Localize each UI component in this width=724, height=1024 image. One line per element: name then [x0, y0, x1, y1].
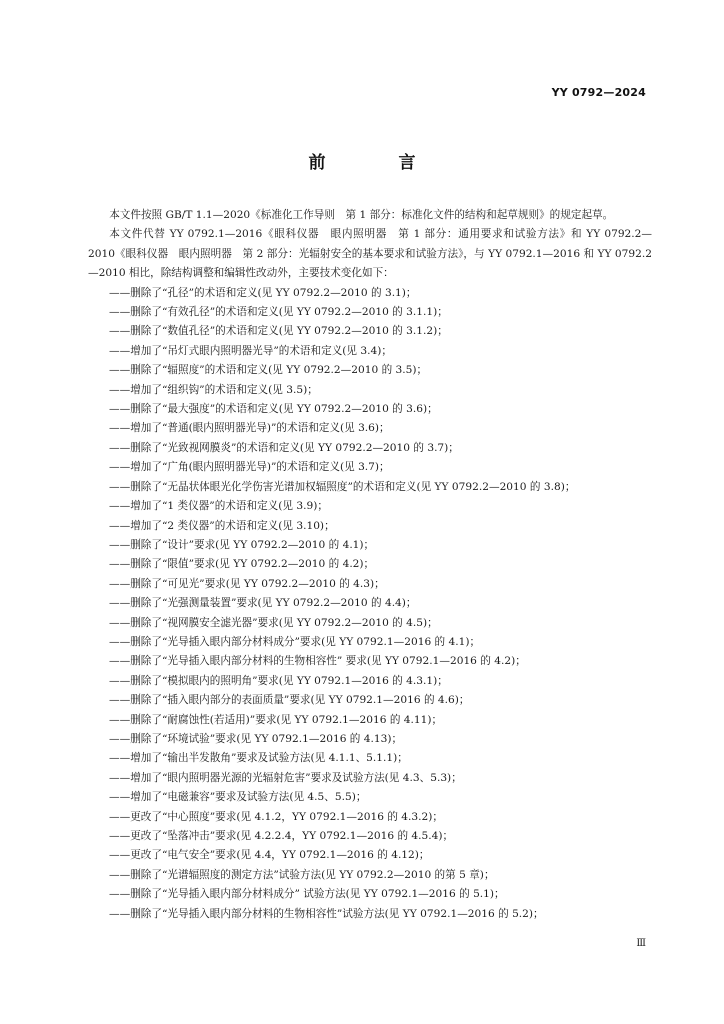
list-item: ——删除了“数值孔径”的术语和定义(见 YY 0792.2—2010 的 3.1.2)； — [109, 325, 448, 338]
page-title: 前 言 — [308, 153, 444, 173]
document-body — [88, 206, 652, 924]
list-item: ——删除了“光导插入眼内部分材料成分” 试验方法(见 YY 0792.1—2016 的 5.1)； — [109, 888, 505, 901]
list-item: ——更改了“电气安全”要求(见 4.4，YY 0792.1—2016 的 4.12)； — [109, 849, 430, 862]
list-item: ——增加了“眼内照明器光源的光辐射危害”要求及试验方法(见 4.3、5.3)； — [109, 771, 462, 784]
list-item: ——增加了“广角(眼内照明器光导)”的术语和定义(见 3.7)； — [109, 461, 390, 474]
list-item: ——删除了“孔径”的术语和定义(见 YY 0792.2—2010 的 3.1)； — [109, 286, 417, 299]
list-item: ——删除了“模拟眼内的照明角”要求(见 YY 0792.1—2016 的 4.3.1)； — [109, 674, 448, 687]
list-item: ——增加了“1 类仪器”的术语和定义(见 3.9)； — [109, 500, 328, 513]
paragraph-replacement-statement: 本文件代替 YY 0792.1—2016《眼科仪器 眼内照明器 第 1 部分：通用要求和试验方法》和 YY 0792.2—2010《眼科仪器 眼内照明器 第 2 部分：光辐射安全的基本要求和试验方法》，与 YY 0792.1—2016 和 YY 0792.2—2010 相比，除结构调整和编辑性改动外，主要技术变化如下： — [88, 228, 652, 280]
list-item: ——删除了“视网膜安全滤光器”要求(见 YY 0792.2—2010 的 4.5)； — [109, 616, 438, 629]
list-item: ——删除了“设计”要求(见 YY 0792.2—2010 的 4.1)； — [109, 538, 375, 551]
document-code: YY 0792—2024 — [551, 86, 646, 99]
list-item: ——删除了“无晶状体眼光化学伤害光谱加权辐照度”的术语和定义(见 YY 0792.2—2010 的 3.8)； — [109, 480, 576, 493]
list-item: ——删除了“光强测量装置”要求(见 YY 0792.2—2010 的 4.4)； — [109, 597, 417, 610]
list-item: ——删除了“可见光”要求(见 YY 0792.2—2010 的 4.3)； — [109, 577, 385, 590]
list-item: ——更改了“中心照度”要求(见 4.1.2，YY 0792.1—2016 的 4.3.2)； — [109, 810, 443, 823]
list-item: ——增加了“普通(眼内照明器光导)”的术语和定义(见 3.6)； — [109, 422, 390, 435]
list-item: ——删除了“光导插入眼内部分材料的生物相容性” 要求(见 YY 0792.1—2016 的 4.2)； — [109, 655, 526, 668]
list-item: ——删除了“光导插入眼内部分材料成分”要求(见 YY 0792.1—2016 的 4.1)； — [109, 635, 481, 648]
list-item: ——删除了“光谱辐照度的测定方法”试验方法(见 YY 0792.2—2010 的第 5 章)； — [109, 868, 495, 881]
list-item: ——删除了“最大强度”的术语和定义(见 YY 0792.2—2010 的 3.6)； — [109, 403, 438, 416]
list-item: ——删除了“辐照度”的术语和定义(见 YY 0792.2—2010 的 3.5)； — [109, 364, 428, 377]
list-item: ——删除了“限值”要求(见 YY 0792.2—2010 的 4.2)； — [109, 558, 375, 571]
list-item: ——删除了“耐腐蚀性(若适用)”要求(见 YY 0792.1—2016 的 4.11)； — [109, 713, 443, 726]
paragraph-drafting-basis: 本文件按照 GB/T 1.1—2020《标准化工作导则 第 1 部分：标准化文件的结构和起草规则》的规定起草。 — [109, 209, 614, 221]
list-item: ——增加了“组织钩”的术语和定义(见 3.5)； — [109, 383, 318, 396]
list-item: ——更改了“坠落冲击”要求(见 4.2.2.4，YY 0792.1—2016 的 4.5.4)； — [109, 830, 454, 842]
technical-changes-list — [88, 284, 652, 924]
list-item: ——增加了“吊灯式眼内照明器光导”的术语和定义(见 3.4)； — [109, 344, 392, 357]
page-number: Ⅲ — [636, 938, 646, 949]
list-item: ——增加了“输出半发散角”要求及试验方法(见 4.1.1、5.1.1)； — [109, 752, 408, 765]
list-item: ——删除了“环境试验”要求(见 YY 0792.1—2016 的 4.13)； — [109, 732, 403, 745]
list-item: ——增加了“电磁兼容”要求及试验方法(见 4.5、5.5)； — [109, 791, 367, 804]
list-item: ——删除了“插入眼内部分的表面质量”要求(见 YY 0792.1—2016 的 4.6)； — [109, 694, 470, 707]
list-item: ——增加了“2 类仪器”的术语和定义(见 3.10)； — [109, 519, 335, 532]
list-item: ——删除了“光导插入眼内部分材料的生物相容性”试验方法(见 YY 0792.1—2016 的 5.2)； — [109, 907, 544, 920]
list-item: ——删除了“光致视网膜炎”的术语和定义(见 YY 0792.2—2010 的 3.7)； — [109, 441, 459, 454]
list-item: ——删除了“有效孔径”的术语和定义(见 YY 0792.2—2010 的 3.1.1)； — [109, 306, 448, 319]
